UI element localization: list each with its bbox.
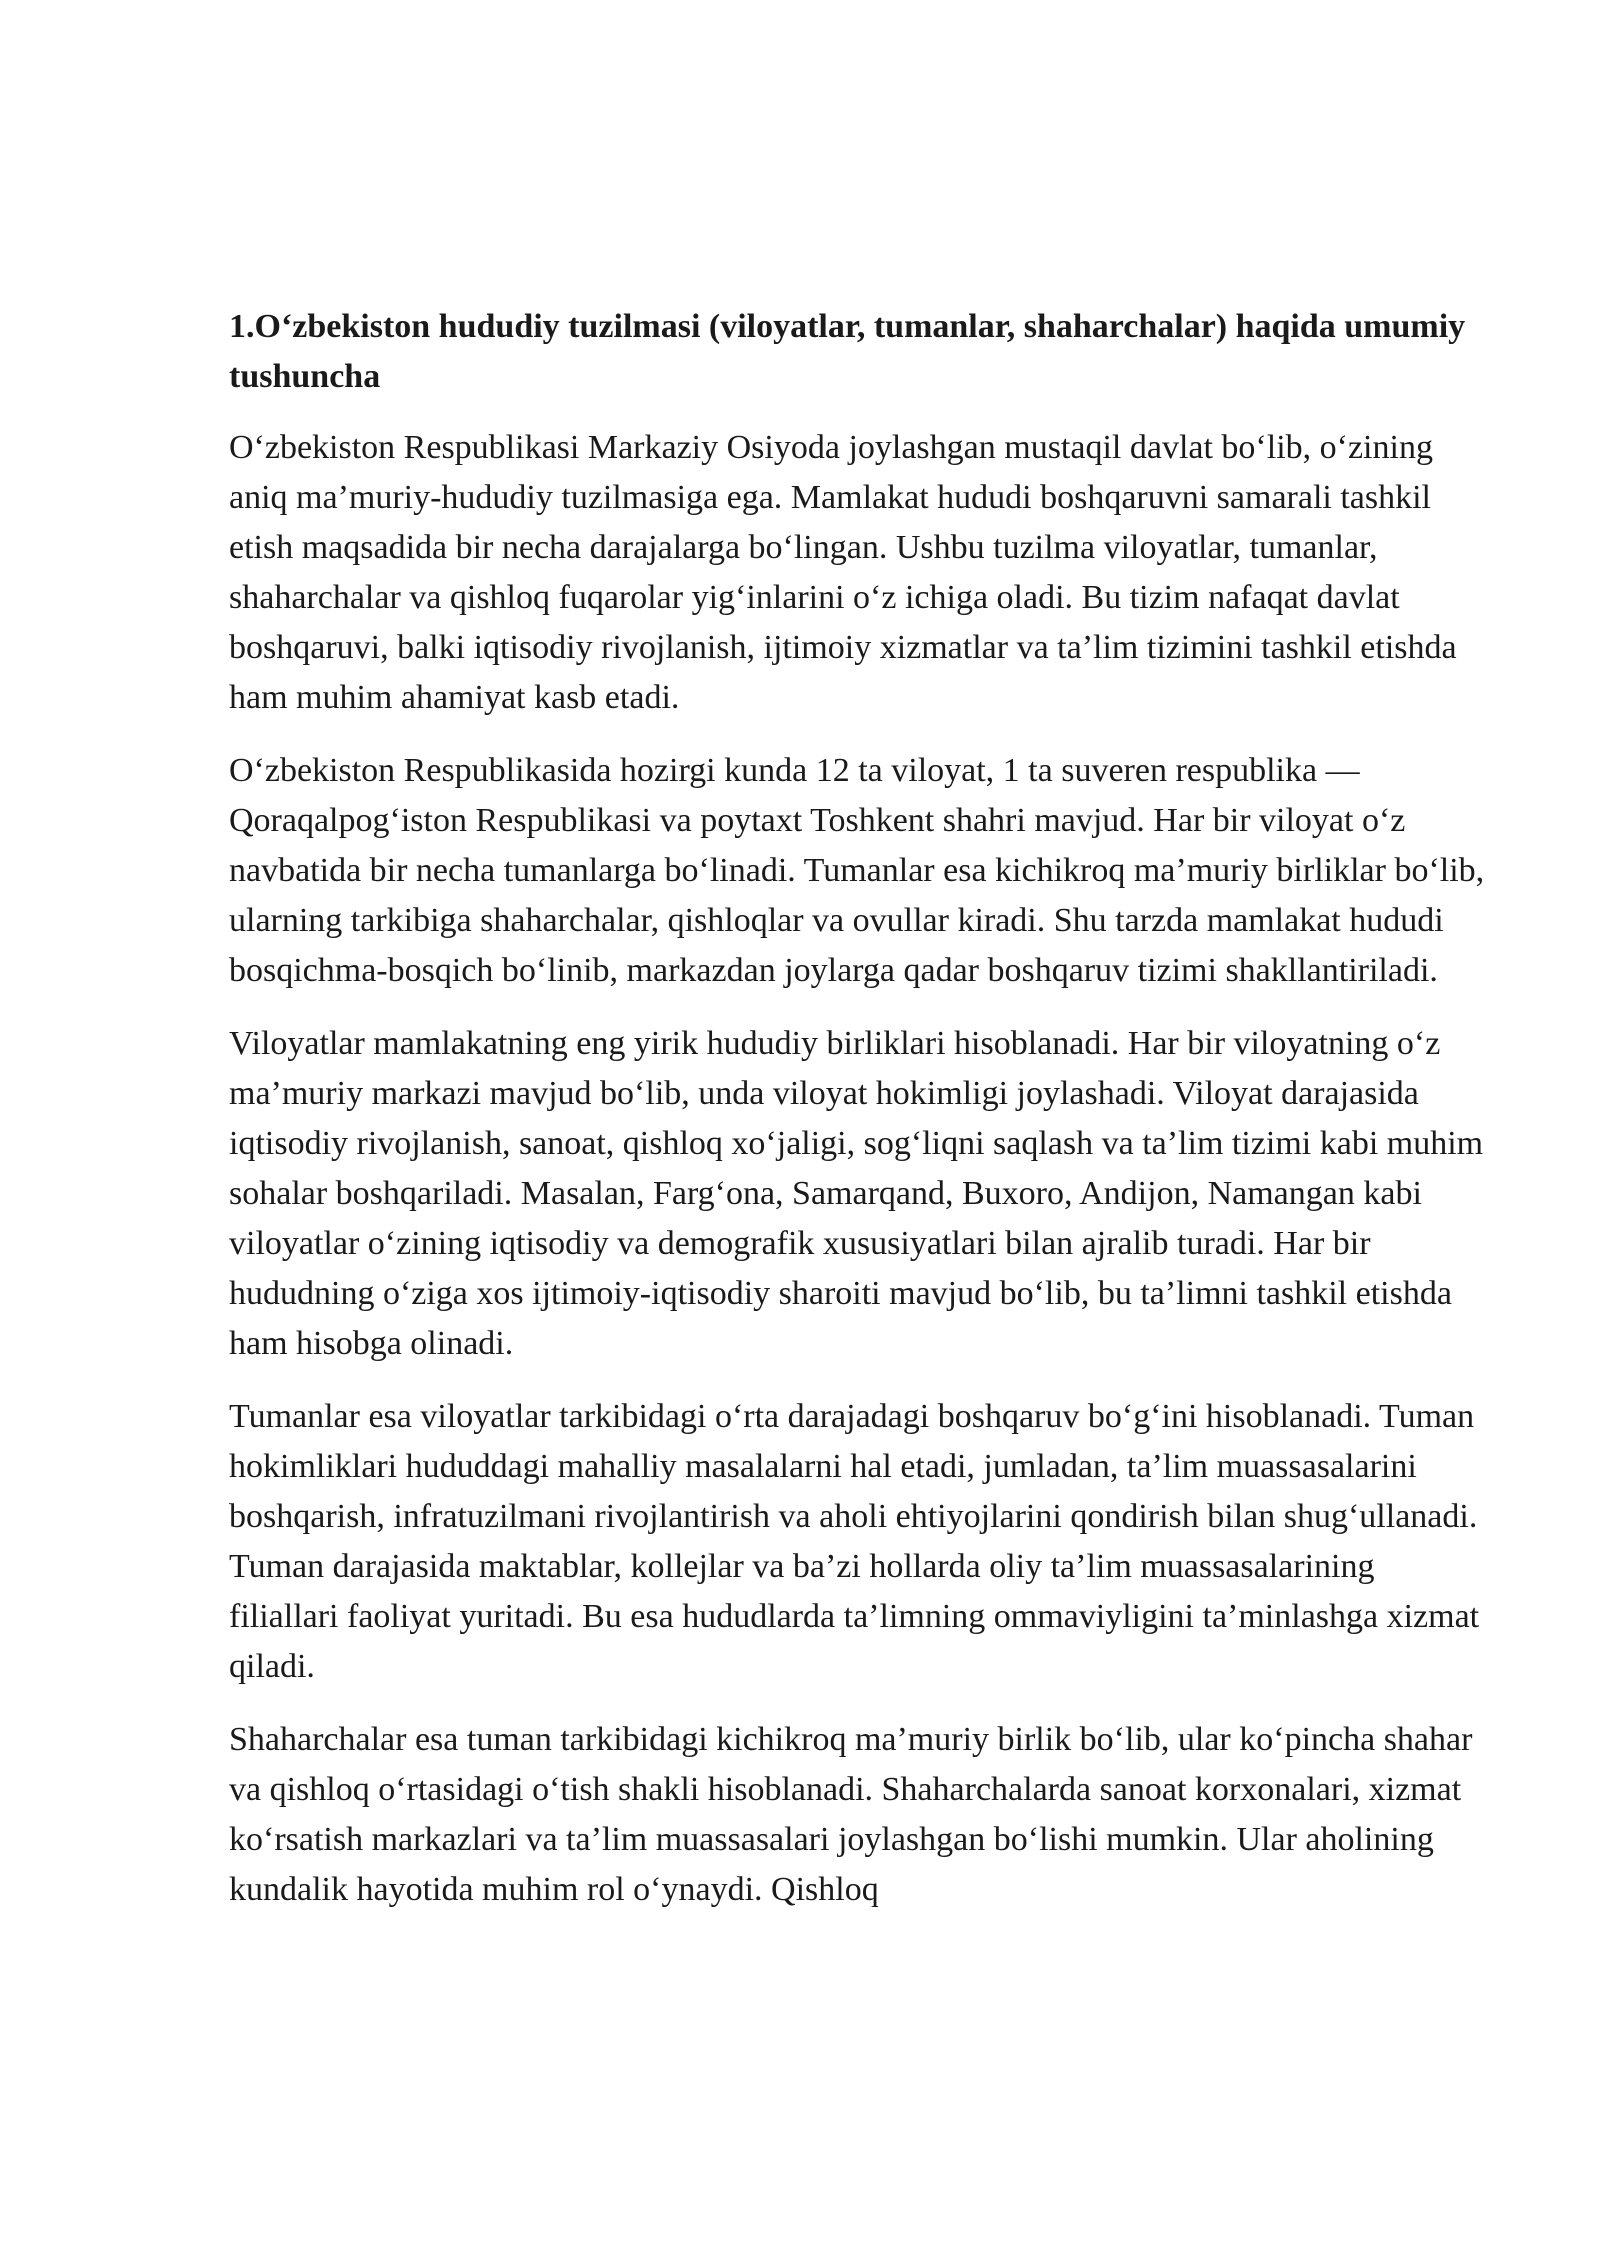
paragraph-4: Tumanlar esa viloyatlar tarkibidagi o‘rta darajadagi boshqaruv bo‘g‘ini hisoblanadi. Tuman hokimliklari hududdagi mahalliy masalalarni hal etadi, jumladan, ta’lim muassasalarini boshqarish, infratuzilmani rivojlantirish va aholi ehtiyojlarini qondirish bilan shug‘ullanadi. Tuman darajasida maktablar, kollejlar va ba’zi hollarda oliy ta’lim muassasalarining filiallari faoliyat yuritadi. Bu esa hududlarda ta’limning ommaviyligini ta’minlashga xizmat qiladi. — [229, 1398, 1480, 1685]
paragraph-2: O‘zbekiston Respublikasida hozirgi kunda 12 ta viloyat, 1 ta suveren respublika — Qoraqalpog‘iston Respublikasi va poytaxt Toshkent shahri mavjud. Har bir viloyat o‘z navbatida bir necha tumanlarga bo‘linadi. Tumanlar esa kichikroq ma’muriy birliklar bo‘lib, ularning tarkibiga shaharchalar, qishloqlar va ovullar kiradi. Shu tarzda mamlakat hududi bosqichma-bosqich bo‘linib, markazdan joylarga qadar boshqaruv tizimi shakllantiriladi. — [229, 752, 1485, 989]
paragraph-5: Shaharchalar esa tuman tarkibidagi kichikroq ma’muriy birlik bo‘lib, ular ko‘pincha shahar va qishloq o‘rtasidagi o‘tish shakli hisoblanadi. Shaharchalarda sanoat korxonalari, xizmat ko‘rsatish markazlari va ta’lim muassasalari joylashgan bo‘lishi mumkin. Ular aholining kundalik hayotida muhim rol o‘ynaydi. Qishloq — [229, 1721, 1473, 1908]
paragraph-3: Viloyatlar mamlakatning eng yirik hududiy birliklari hisoblanadi. Har bir viloyatning o‘z ma’muriy markazi mavjud bo‘lib, unda viloyat hokimligi joylashadi. Viloyat darajasida iqtisodiy rivojlanish, sanoat, qishloq xo‘jaligi, sog‘liqni saqlash va ta’lim tizimi kabi muhim sohalar boshqariladi. Masalan, Farg‘ona, Samarqand, Buxoro, Andijon, Namangan kabi viloyatlar o‘zining iqtisodiy va demografik xususiyatlari bilan ajralib turadi. Har bir hududning o‘ziga xos ijtimoiy-iqtisodiy sharoiti mavjud bo‘lib, bu ta’limni tashkil etishda ham hisobga olinadi. — [229, 1025, 1484, 1362]
document-body — [229, 302, 1489, 1938]
paragraph-1: O‘zbekiston Respublikasi Markaziy Osiyoda joylashgan mustaqil davlat bo‘lib, o‘zining aniq ma’muriy-hududiy tuzilmasiga ega. Mamlakat hududi boshqaruvni samarali tashkil etish maqsadida bir necha darajalarga bo‘lingan. Ushbu tuzilma viloyatlar, tumanlar, shaharchalar va qishloq fuqarolar yig‘inlarini o‘z ichiga oladi. Bu tizim nafaqat davlat boshqaruvi, balki iqtisodiy rivojlanish, ijtimoiy xizmatlar va ta’lim tizimini tashkil etishda ham muhim ahamiyat kasb etadi. — [229, 429, 1457, 716]
section-heading: 1.O‘zbekiston hududiy tuzilmasi (viloyatlar, tumanlar, shaharchalar) haqida umumiy tushuncha — [229, 308, 1466, 395]
